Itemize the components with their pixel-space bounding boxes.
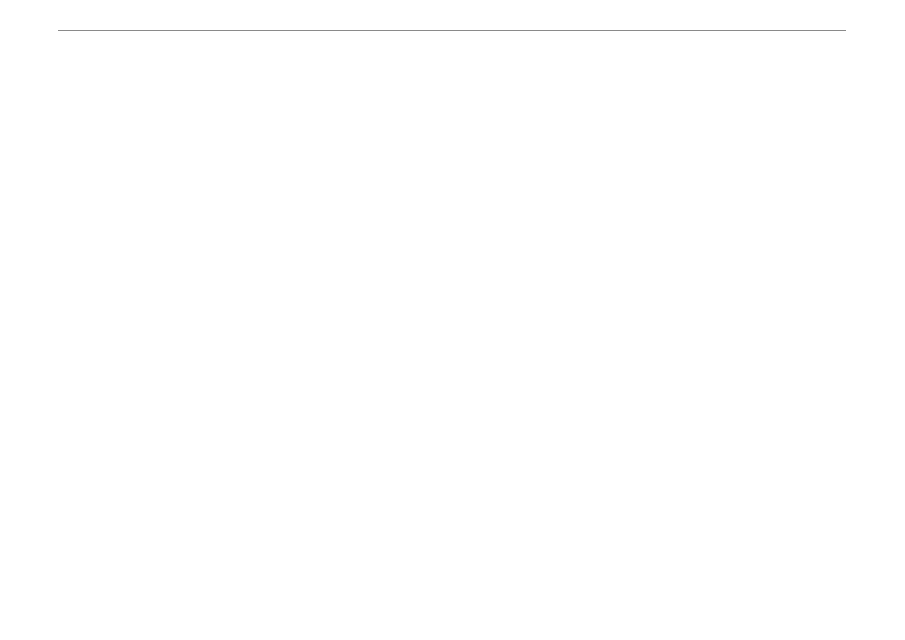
- page-number: [0, 14, 905, 24]
- document-table-area: [58, 30, 846, 602]
